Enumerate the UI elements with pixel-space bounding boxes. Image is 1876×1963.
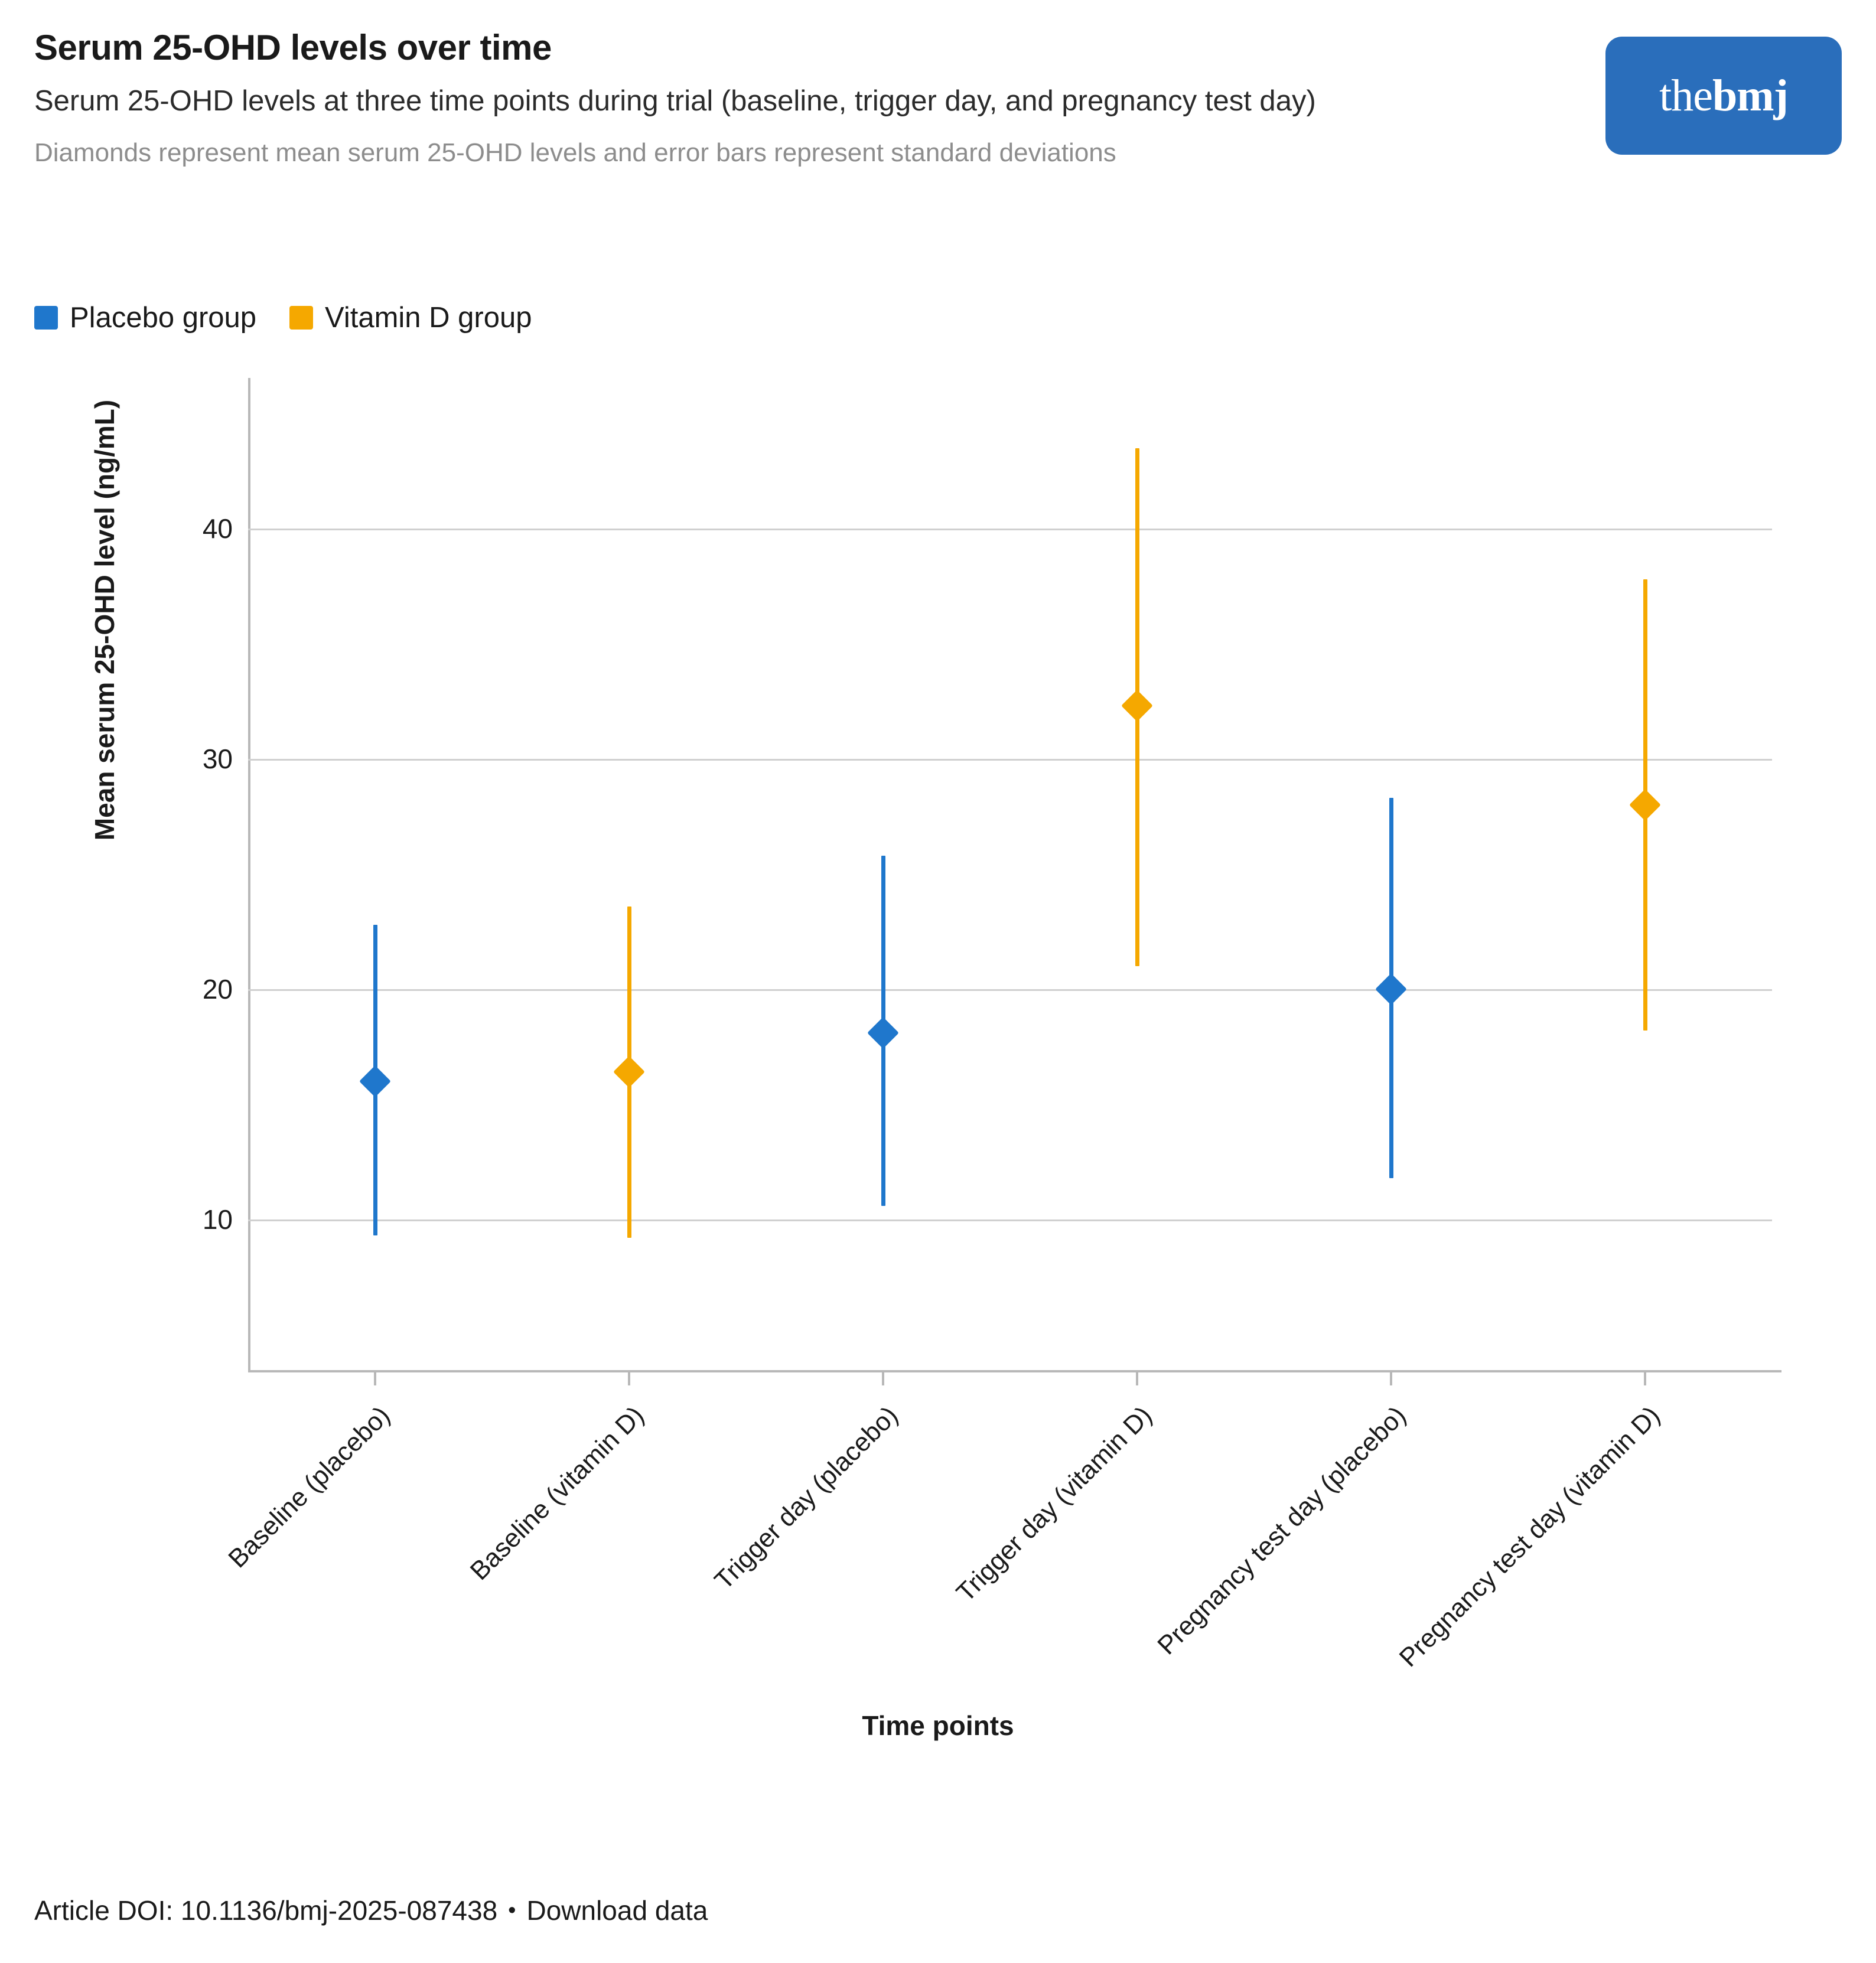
x-tick-label: Trigger day (placebo) — [709, 1401, 904, 1596]
logo-text-bold: bmj — [1712, 70, 1788, 120]
gridline — [248, 989, 1772, 991]
x-tick-mark — [1390, 1370, 1392, 1385]
y-tick-label: 20 — [202, 974, 233, 1005]
page-title: Serum 25-OHD levels over time — [34, 28, 552, 67]
mean-diamond-marker — [1121, 690, 1153, 722]
legend-label: Vitamin D group — [325, 302, 532, 334]
x-axis-line — [248, 1370, 1781, 1372]
y-tick-label: 40 — [202, 513, 233, 544]
mean-diamond-marker — [359, 1065, 391, 1097]
x-tick-label: Pregnancy test day (placebo) — [1152, 1401, 1412, 1661]
x-tick-mark — [882, 1370, 884, 1385]
x-tick-mark — [1644, 1370, 1646, 1385]
legend-item — [289, 301, 532, 334]
legend-item — [34, 301, 256, 334]
legend-swatch-icon — [34, 306, 58, 330]
gridline — [248, 1219, 1772, 1221]
y-axis-title: Mean serum 25-OHD level (ng/mL) — [89, 399, 120, 841]
plot-wrapper — [0, 378, 1876, 1795]
y-tick-label: 30 — [202, 744, 233, 774]
legend-label: Placebo group — [70, 302, 257, 334]
x-tick-label: Baseline (vitamin D) — [464, 1401, 650, 1586]
x-tick-label: Trigger day (vitamin D) — [950, 1401, 1158, 1607]
legend-swatch-icon — [289, 306, 313, 330]
bmj-logo-text — [1659, 70, 1788, 122]
download-data-link[interactable]: Download data — [526, 1895, 708, 1926]
footer-separator: • — [508, 1898, 516, 1923]
article-doi: Article DOI: 10.1136/bmj-2025-087438 — [34, 1895, 498, 1926]
chart-header — [34, 28, 1842, 195]
chart-footer — [34, 1894, 708, 1926]
chart-note: Diamonds represent mean serum 25-OHD levels and error bars represent standard deviations — [34, 138, 1116, 167]
chart-subtitle: Serum 25-OHD levels at three time points during trial (baseline, trigger day, and pregnancy test day) — [34, 85, 1316, 117]
plot-area — [202, 413, 1772, 1673]
y-tick-label: 10 — [202, 1204, 233, 1235]
mean-diamond-marker — [1375, 973, 1407, 1005]
gridline — [248, 759, 1772, 761]
x-tick-label: Baseline (placebo) — [223, 1401, 396, 1574]
logo-text-light: the — [1659, 70, 1712, 120]
x-tick-mark — [374, 1370, 376, 1385]
bmj-logo — [1605, 37, 1842, 155]
x-tick-mark — [1136, 1370, 1138, 1385]
mean-diamond-marker — [1629, 789, 1661, 821]
x-tick-label: Pregnancy test day (vitamin D) — [1393, 1401, 1666, 1673]
gridline — [248, 529, 1772, 530]
mean-diamond-marker — [867, 1017, 899, 1049]
y-axis-line — [248, 378, 250, 1370]
x-axis-title: Time points — [862, 1710, 1014, 1741]
x-tick-mark — [628, 1370, 630, 1385]
mean-diamond-marker — [613, 1057, 645, 1088]
